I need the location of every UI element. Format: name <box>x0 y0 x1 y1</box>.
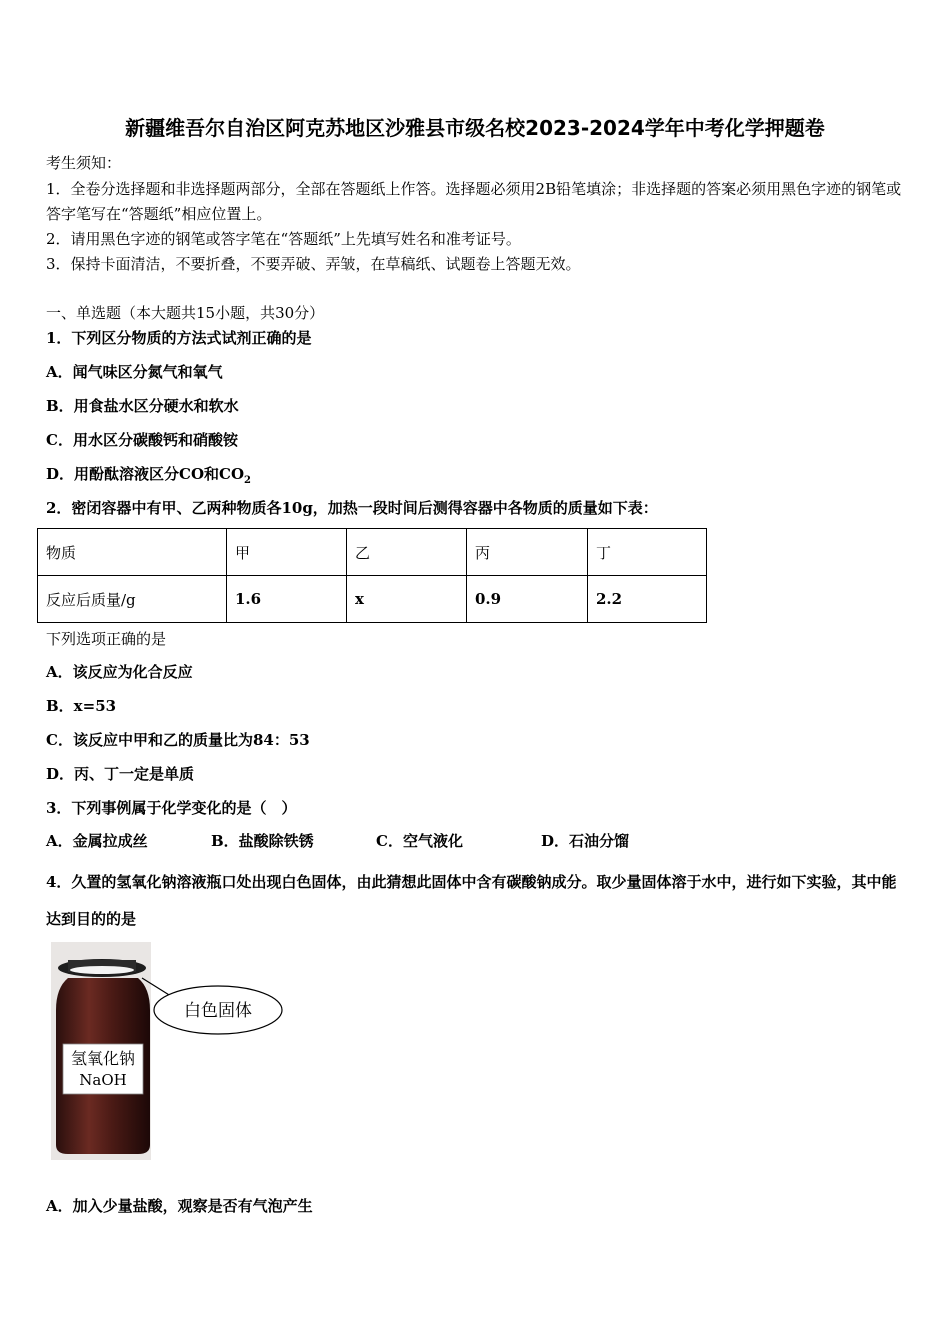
q1-option-d <box>46 463 251 486</box>
q1-stem: 1．下列区分物质的方法式试剂正确的是 <box>46 329 312 347</box>
q1-option-b: B．用食盐水区分硬水和软水 <box>46 397 239 415</box>
q3-stem: 3．下列事例属于化学变化的是（ ） <box>46 799 297 817</box>
q1-option-c: C．用水区分碳酸钙和硝酸铵 <box>46 431 238 449</box>
table-cell: 物质 <box>38 529 227 576</box>
mass-table <box>37 528 707 623</box>
q1-option-d-text: D．用酚酞溶液区分CO和CO <box>46 465 245 483</box>
q2-prompt: 下列选项正确的是 <box>46 630 167 648</box>
q2-stem: 2．密闭容器中有甲、乙两种物质各10g，加热一段时间后测得容器中各物质的质量如下表： <box>46 499 658 517</box>
table-cell: 甲 <box>227 529 347 576</box>
table-cell: 丙 <box>467 529 588 576</box>
q3-option-d: D．石油分馏 <box>541 832 630 850</box>
q2-option-a: A．该反应为化合反应 <box>46 663 193 681</box>
q3-option-a: A．金属拉成丝 <box>46 832 148 850</box>
table-header-row <box>38 529 707 576</box>
table-cell: 乙 <box>347 529 467 576</box>
notice-heading: 考生须知： <box>46 154 122 172</box>
page-title: 新疆维吾尔自治区阿克苏地区沙雅县市级名校2023-2024学年中考化学押题卷 <box>125 116 825 140</box>
q1-option-d-subscript: 2 <box>244 475 251 486</box>
naoh-bottle-figure <box>46 940 296 1165</box>
table-cell: 反应后质量/g <box>38 576 227 623</box>
q1-option-a: A．闻气味区分氮气和氧气 <box>46 363 223 381</box>
bottle-label-chinese: 氢氧化钠 <box>70 1049 136 1068</box>
callout-text: 白色固体 <box>184 1001 252 1021</box>
table-cell: 0.9 <box>467 576 588 623</box>
table-cell: 1.6 <box>227 576 347 623</box>
notice-item-2: 2．请用黑色字迹的钢笔或答字笔在“答题纸”上先填写姓名和准考证号。 <box>46 230 521 248</box>
q2-option-c: C．该反应中甲和乙的质量比为84：53 <box>46 731 310 749</box>
section-heading: 一、单选题（本大题共15小题，共30分） <box>46 304 325 322</box>
bottle-label-formula: NaOH <box>79 1071 127 1089</box>
table-cell: x <box>347 576 467 623</box>
q4-option-a: A．加入少量盐酸，观察是否有气泡产生 <box>46 1197 313 1215</box>
q3-option-b: B．盐酸除铁锈 <box>211 832 314 850</box>
table-cell: 2.2 <box>588 576 707 623</box>
q3-options <box>46 830 629 851</box>
notice-item-3: 3．保持卡面清洁，不要折叠，不要弄破、弄皱，在草稿纸、试题卷上答题无效。 <box>46 255 581 273</box>
notice-item-1: 1．全卷分选择题和非选择题两部分，全部在答题纸上作答。选择题必须用2B铅笔填涂；非选择题的答案必须用黑色字迹的钢笔或答字笔写在“答题纸”相应位置上。 <box>46 180 902 223</box>
q2-option-d: D．丙、丁一定是单质 <box>46 765 195 783</box>
q3-option-c: C．空气液化 <box>376 832 463 850</box>
q4-stem: 4．久置的氢氧化钠溶液瓶口处出现白色固体，由此猜想此固体中含有碳酸钠成分。取少量固体溶于水中，进行如下实验，其中能达到目的的是 <box>46 873 897 928</box>
table-row <box>38 576 707 623</box>
q2-option-b: B．x=53 <box>46 697 117 715</box>
white-solid-crust <box>70 966 134 974</box>
table-cell: 丁 <box>588 529 707 576</box>
